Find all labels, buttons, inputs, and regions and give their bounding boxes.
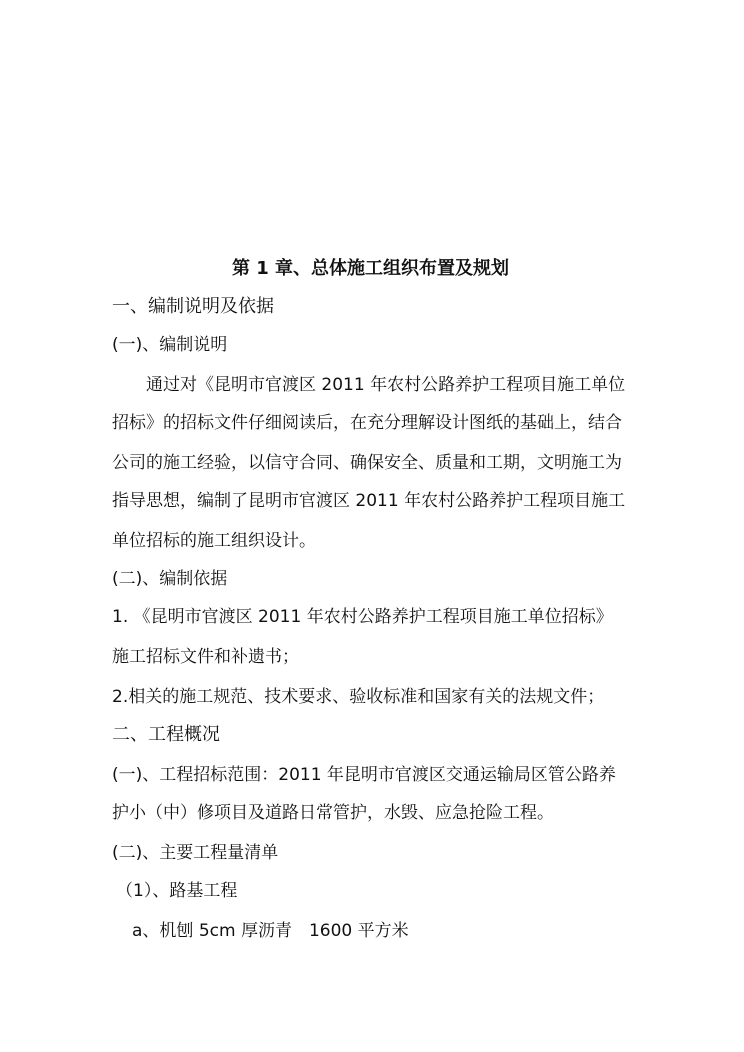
paragraph-line-5: 单位招标的施工组织设计。 [112, 531, 316, 551]
basis-item-1-line-1: 1. 《昆明市官渡区 2011 年农村公路养护工程项目施工单位招标》 [112, 607, 613, 627]
section-heading-2: 二、工程概况 [112, 724, 220, 745]
subsection-heading-basis: (二)、编制依据 [112, 569, 228, 589]
scope-line-1: (一)、工程招标范围：2011 年昆明市官渡区交通运输局区管公路养 [112, 765, 616, 785]
subsection-heading-quantities: (二)、主要工程量清单 [112, 843, 279, 863]
paragraph-line-1: 通过对《昆明市官渡区 2011 年农村公路养护工程项目施工单位 [146, 375, 626, 395]
basis-item-1-line-2: 施工招标文件和补遗书； [112, 647, 299, 667]
subsection-heading-explanation: (一)、编制说明 [112, 335, 228, 355]
paragraph-line-3: 公司的施工经验，以信守合同、确保安全、质量和工期，文明施工为 [112, 453, 622, 473]
chapter-title: 第 1 章、总体施工组织布置及规划 [232, 258, 510, 279]
paragraph-line-4: 指导思想，编制了昆明市官渡区 2011 年农村公路养护工程项目施工 [112, 491, 626, 511]
paragraph-line-2: 招标》的招标文件仔细阅读后，在充分理解设计图纸的基础上，结合 [112, 413, 622, 433]
section-heading-1: 一、编制说明及依据 [112, 296, 274, 317]
roadbed-item-a: a、机刨 5cm 厚沥青 1600 平方米 [132, 921, 409, 941]
scope-line-2: 护小（中）修项目及道路日常管护，水毁、应急抢险工程。 [112, 803, 554, 823]
roadbed-heading: （1）、路基工程 [116, 881, 238, 901]
basis-item-2: 2.相关的施工规范、技术要求、验收标准和国家有关的法规文件； [112, 687, 605, 707]
